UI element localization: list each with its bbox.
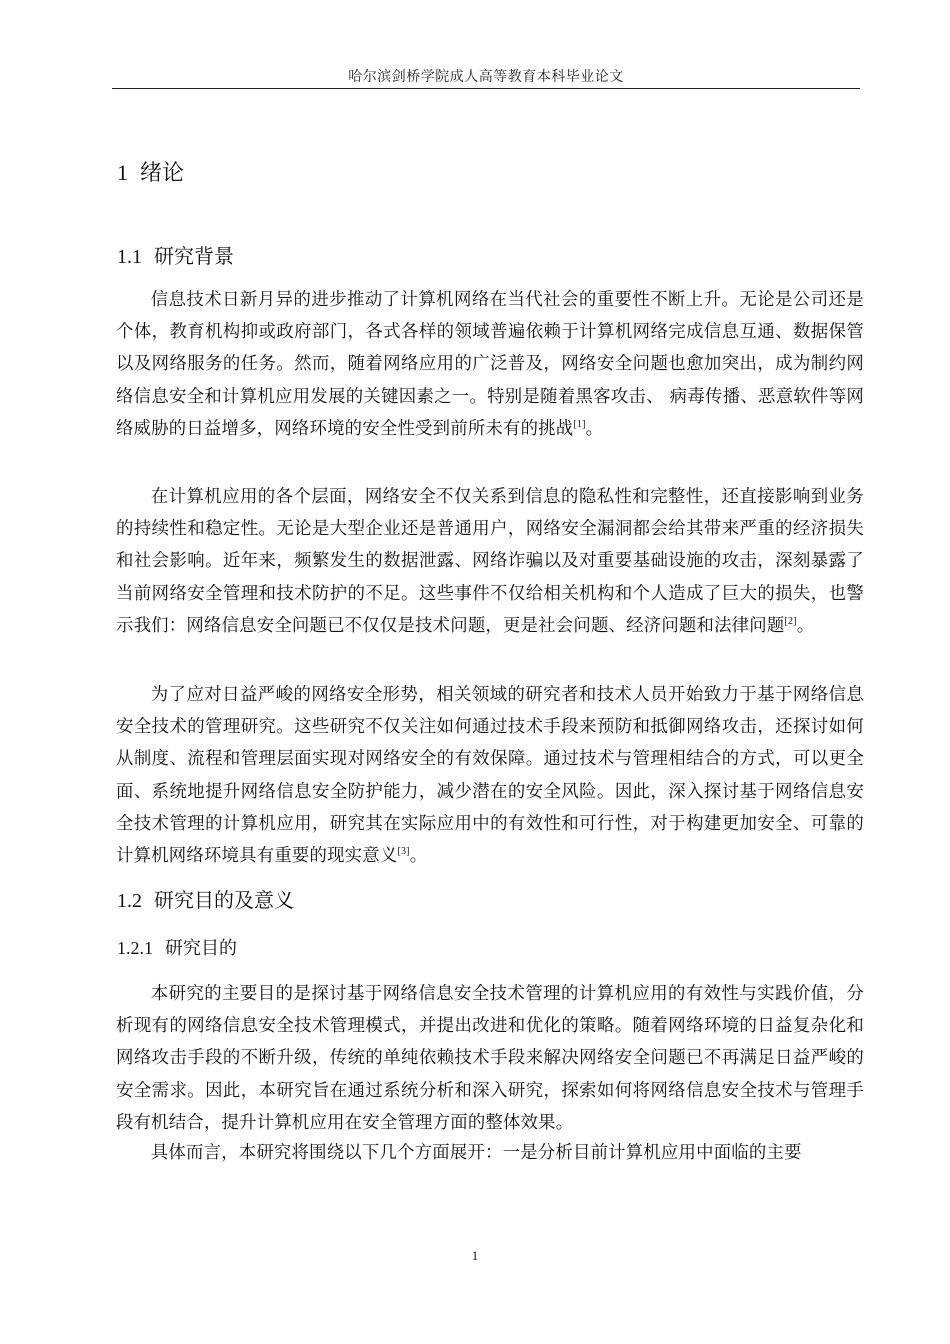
paragraph: [116, 284, 864, 445]
paragraph: [116, 1137, 864, 1169]
page-number: 1: [471, 1248, 479, 1263]
section-title: 研究背景: [154, 244, 234, 268]
section-heading-1-2: [117, 884, 294, 913]
section-number: 1.1: [117, 246, 142, 268]
header-rule: [112, 88, 860, 89]
subsection-heading-1-2-1: [117, 934, 237, 960]
chapter-number: 1: [117, 160, 128, 185]
paragraph-text: 为了应对日益严峻的网络安全形势，相关领域的研究者和技术人员开始致力于基于网络信息安全技术的管理研究。这些研究不仅关注如何通过技术手段来预防和抵御网络攻击，还探讨如何从制度、流程和管理层面实现对网络安全的有效保障。通过技术与管理相结合的方式，可以更全面、系统地提升网络信息安全防护能力，减少潜在的安全风险。因此，深入探讨基于网络信息安全技术管理的计算机应用，研究其在实际应用中的有效性和可行性，对于构建更加安全、可靠的计算机网络环境具有重要的现实意义: [116, 685, 864, 867]
chapter-title: 绪论: [140, 161, 185, 186]
citation: [1]: [573, 418, 586, 430]
subsection-number: 1.2.1: [117, 938, 153, 958]
citation: [2]: [784, 615, 797, 627]
paragraph: [116, 679, 864, 872]
paragraph-text: 具体而言，本研究将围绕以下几个方面展开：一是分析目前计算机应用中面临的主要: [150, 1143, 802, 1163]
paragraph-end: 。: [585, 418, 604, 439]
paragraph-end: 。: [409, 846, 428, 867]
paragraph-end: 。: [796, 615, 815, 636]
citation: [3]: [397, 846, 410, 858]
paragraph: [116, 481, 864, 642]
paragraph-text: 本研究的主要目的是探讨基于网络信息安全技术管理的计算机应用的有效性与实践价值，分析现有的网络信息安全技术管理模式，并提出改进和优化的策略。随着网络环境的日益复杂化和网络攻击手段的不断升级，传统的单纯依赖技术手段来解决网络安全问题已不再满足日益严峻的安全需求。因此，本研究旨在通过系统分析和深入研究，探索如何将网络信息安全技术与管理手段有机结合，提升计算机应用在安全管理方面的整体效果。: [116, 984, 864, 1133]
subsection-title: 研究目的: [165, 938, 237, 959]
section-title: 研究目的及意义: [154, 888, 294, 912]
paragraph-text: 信息技术日新月异的进步推动了计算机网络在当代社会的重要性不断上升。无论是公司还是个体，教育机构抑或政府部门，各式各样的领域普遍依赖于计算机网络完成信息互通、数据保管以及网络服务的任务。然而，随着网络应用的广泛普及，网络安全问题也愈加突出，成为制约网络信息安全和计算机应用发展的关键因素之一。特别是随着黑客攻击、 病毒传播、恶意软件等网络威胁的日益增多，网络环境的安全性受到前所未有的挑战: [116, 290, 864, 439]
paragraph-text: 在计算机应用的各个层面，网络安全不仅关系到信息的隐私性和完整性，还直接影响到业务的持续性和稳定性。无论是大型企业还是普通用户，网络安全漏洞都会给其带来严重的经济损失和社会影响。近年来，频繁发生的数据泄露、网络诈骗以及对重要基础设施的攻击，深刻暴露了当前网络安全管理和技术防护的不足。这些事件不仅给相关机构和个人造成了巨大的损失，也警示我们：网络信息安全问题已不仅仅是技术问题，更是社会问题、经济问题和法律问题: [116, 487, 864, 636]
section-number: 1.2: [117, 890, 142, 912]
paragraph: [116, 978, 864, 1139]
section-heading-1-1: [117, 240, 234, 269]
running-header: 哈尔滨剑桥学院成人高等教育本科毕业论文: [348, 69, 624, 85]
chapter-heading: [117, 156, 184, 187]
